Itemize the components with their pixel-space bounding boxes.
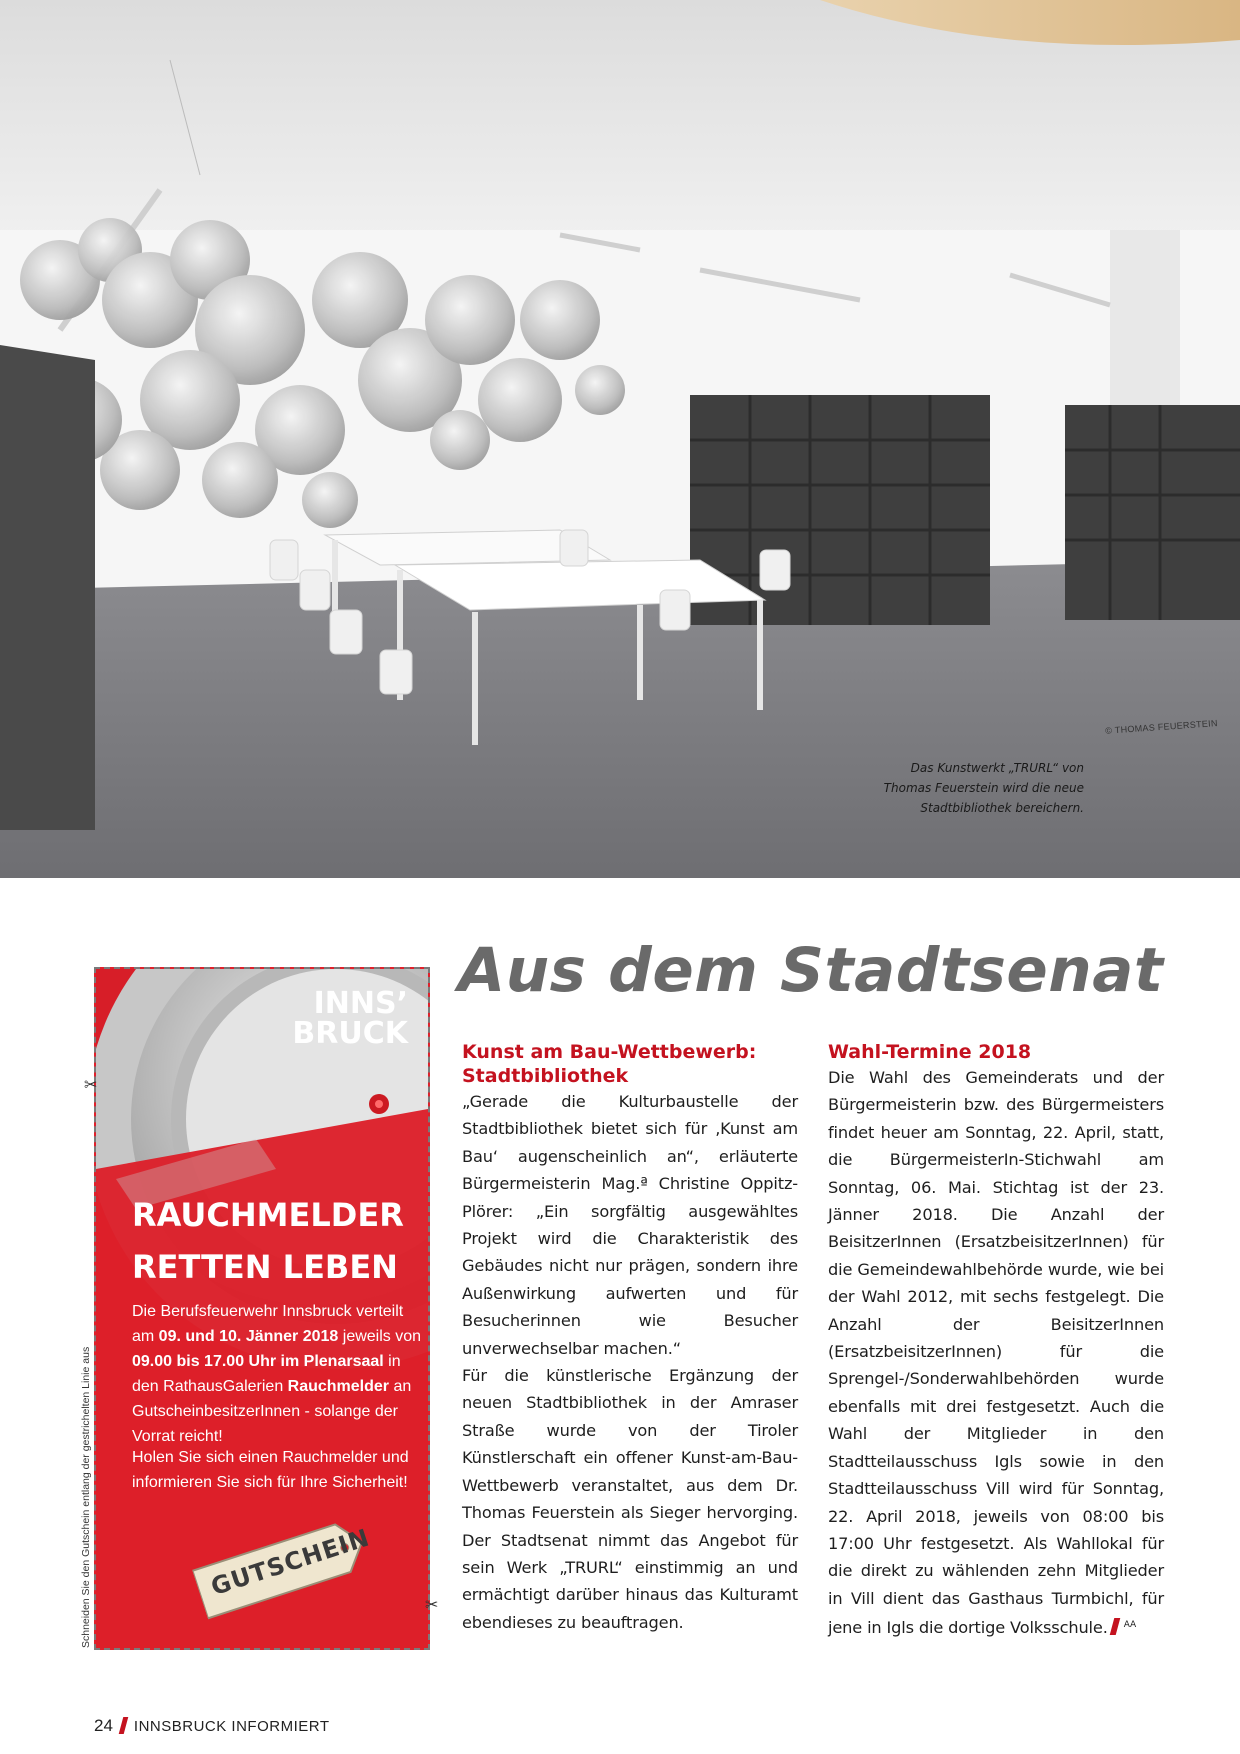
caption-line: Thomas Feuerstein wird die neue — [883, 781, 1084, 795]
coupon-text: jeweils von — [338, 1328, 422, 1345]
coupon-text: Die Berufsfeuerwehr Innsbruck verteilt am — [132, 1303, 404, 1345]
coupon-text: an GutscheinbesitzerInnen - solange der Vorrat reicht! — [132, 1378, 412, 1445]
article-text: Die Wahl des Gemeinderats und der Bürgermeisterin bzw. des Bürgermeisters findet heuer am Sonntag, 22. April, statt, die BürgermeisterIn-Stichwahl am Sonntag, 06. Mai. Stichtag ist der 23. Jänner 2018. Die Anzahl der BeisitzerInnen (ErsatzbeisitzerInnen) für die Gemeindewahlbehörde wurde, wie bei der Wahl 2012, mit sechs festgelegt. Die Anzahl der BeisitzerInnen (ErsatzbeisitzerInnen) für die Sprengel-/Sonderwahlbehörden wurde ebenfalls mit drei festgesetzt. Auch die Wahl der Mitglieder in den Stadtteilausschuss Igls sowie in den Stadtteilausschuss Vill wird für Sonntag, 22. April 2018, jeweils von 08:00 bis 17:00 Uhr festgesetzt. Als Wahllokal für die direkt zu wählenden zehn Mitglieder in Vill dient das Gasthaus Turmbichl, für jene in Igls die dortige Volksschule. — [828, 1068, 1164, 1638]
article-heading — [462, 1040, 798, 1088]
end-mark-icon — [1109, 1618, 1120, 1635]
photo-credit: © THOMAS FEUERSTEIN — [1105, 718, 1219, 736]
coupon-title — [132, 1189, 404, 1293]
article-paragraph: „Gerade die Kulturbaustelle der Stadtbibliothek bietet sich für ‚Kunst am Bau‘ augenscheinlich an“, erläuterte Bürgermeisterin Mag.ª Christine Oppitz-Plörer: „Ein sorgfältig ausgewähltes Projekt wird die Charakteristik des Gebäudes nicht nur prägen, sondern ihre Außenwirkung aufwerten und für Besucherinnen wie Besucher unverwechselbar machen.“ — [462, 1092, 798, 1358]
innsbruck-logo — [292, 986, 408, 1051]
coupon-item: Rauchmelder — [287, 1378, 390, 1395]
coupon-dates: 09. und 10. Jänner 2018 — [158, 1328, 339, 1345]
article-paragraph: Für die künstlerische Ergänzung der neuen Stadtbibliothek in der Amraser Straße wurde von der Tiroler Künstlerschaft ein offener Kunst-am-Bau-Wettbewerb veranstaltet, aus dem Dr. Thomas Feuerstein als Sieger hervorging. Der Stadtsenat nimmt das Angebot für sein Werk „TRURL“ einstimmig an und ermächtigt darüber hinaus das Kulturamt ebendieses zu beauftragen. — [462, 1366, 798, 1632]
scissors-icon: ✂ — [84, 1075, 98, 1094]
article-heading: Wahl-Termine 2018 — [828, 1041, 1032, 1063]
voucher-coupon[interactable] — [94, 967, 430, 1650]
coupon-title-line: RETTEN LEBEN — [132, 1248, 398, 1286]
photo-caption — [824, 758, 1084, 818]
caption-line: Stadtbibliothek bereichern. — [920, 801, 1084, 815]
footer-divider-icon — [119, 1717, 129, 1734]
coupon-title-line: RAUCHMELDER — [132, 1196, 404, 1234]
heading-line: Stadtbibliothek — [462, 1065, 629, 1087]
page-footer — [94, 1716, 330, 1736]
page-number: 24 — [94, 1716, 113, 1735]
coupon-text: in den RathausGalerien — [132, 1353, 401, 1395]
page-headline: Aus dem Stadtsenat — [458, 935, 1164, 1006]
gutschein-label: GUTSCHEIN — [207, 1523, 374, 1602]
cut-instruction: Schneiden Sie den Gutschein entlang der gestrichelten Linie aus — [80, 1346, 92, 1648]
author-initials: AA — [1123, 1620, 1136, 1631]
logo-line: BRUCK — [292, 1016, 408, 1051]
scissors-icon: ✂ — [425, 1595, 439, 1614]
logo-line: INNS’ — [313, 986, 408, 1021]
article-kunst-am-bau — [462, 1040, 798, 1636]
coupon-times: 09.00 bis 17.00 Uhr im Plenarsaal — [132, 1353, 384, 1370]
heading-line: Kunst am Bau-Wettbewerb: — [462, 1041, 757, 1063]
publication-name: INNSBRUCK INFORMIERT — [133, 1718, 330, 1735]
coupon-call-to-action: Holen Sie sich einen Rauchmelder und informieren Sie sich für Ihre Sicherheit! — [132, 1449, 409, 1491]
article-wahl-termine — [828, 1040, 1164, 1642]
article-paragraph — [828, 1064, 1164, 1642]
coupon-body — [132, 1299, 422, 1449]
caption-line: Das Kunstwerkt „TRURL“ von — [910, 761, 1084, 775]
